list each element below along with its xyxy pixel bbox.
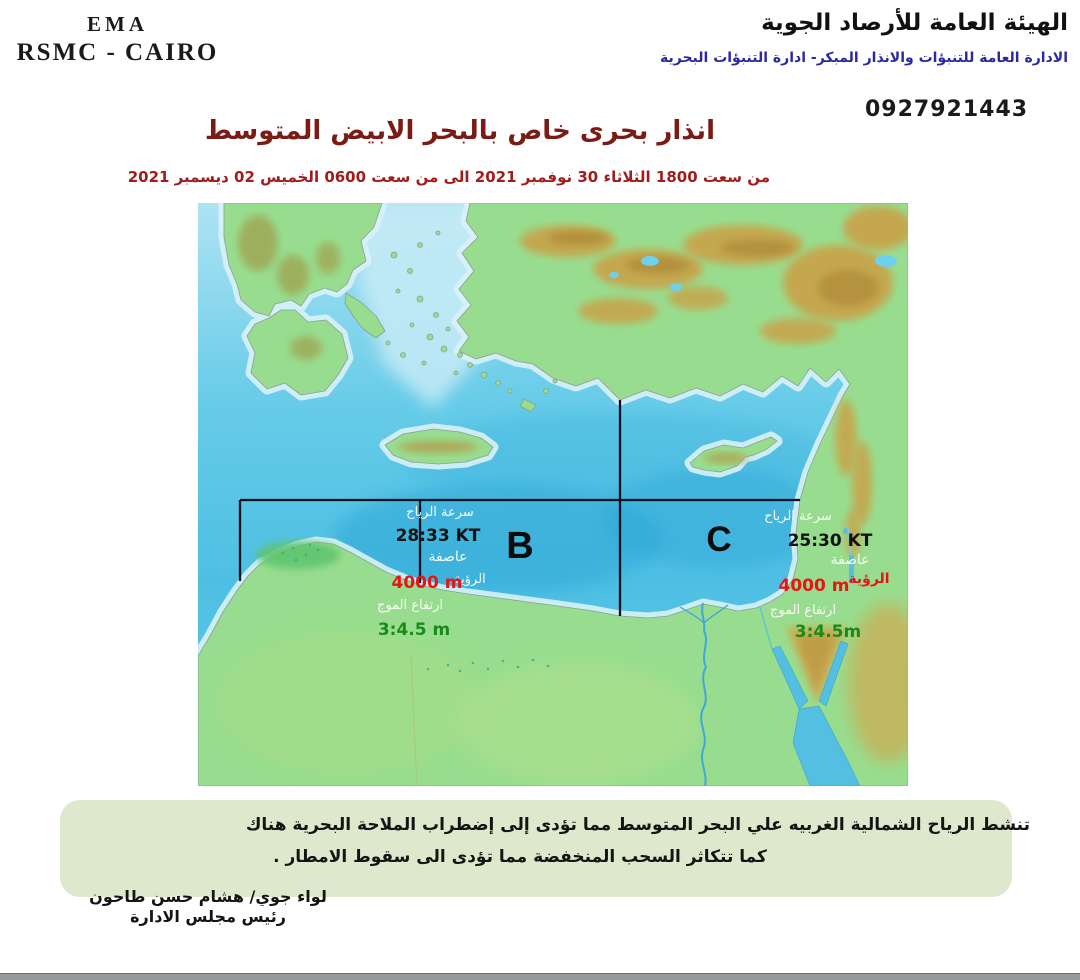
zone-c-wave-value: 3:4.5m xyxy=(794,622,862,642)
org-abbrev: EMA xyxy=(87,12,148,36)
lake xyxy=(641,256,659,266)
letterhead-left xyxy=(10,12,225,67)
zone-b-wind-label: سرعة الرياح xyxy=(406,505,474,520)
mediterranean-map xyxy=(198,203,908,786)
zone-c-wave-label: ارتفاع الموج xyxy=(769,603,837,618)
rsmc-cairo-label: RSMC - CAIRO xyxy=(16,39,219,66)
bulletin-number: 0927921443 xyxy=(865,97,1029,122)
zone-b-wind-value: 28:33 KT xyxy=(395,526,481,546)
bottom-edge-bar xyxy=(0,973,1080,980)
zone-b-wave-label: ارتفاع الموج xyxy=(376,598,444,613)
lake xyxy=(609,272,619,278)
lake xyxy=(670,283,682,291)
map-svg xyxy=(198,203,908,786)
lake xyxy=(875,255,897,267)
zone-c-letter: C xyxy=(706,520,732,559)
signature-name: لواء جوي/ هشام حسن طاحون xyxy=(89,887,327,906)
zone-b-visibility-value: 4000 m xyxy=(391,573,463,593)
zone-c-visibility-value: 4000 m xyxy=(778,576,850,596)
zone-c-wind-label: سرعة الرياح xyxy=(764,509,832,524)
signature-block xyxy=(88,887,328,927)
note-line-2: كما تتكاثر السحب المنخفضة مما تؤدى الى سقوط الامطار . xyxy=(273,847,767,867)
zone-b-wave-value: 3:4.5 m xyxy=(377,620,451,640)
forecast-note-box xyxy=(60,800,1030,897)
zone-b-visibility-label: الرؤية xyxy=(454,572,486,587)
warning-title: انذار بحرى خاص بالبحر الابيض المتوسط xyxy=(204,116,715,146)
zone-b-condition: عاصفة xyxy=(428,549,468,565)
department-name-arabic: الادارة العامة للتنبؤات والانذار المبكر- ادارة التنبؤات البحرية xyxy=(660,50,1068,66)
zone-c-condition: عاصفة xyxy=(830,552,870,568)
note-line-1: تنشط الرياح الشمالية الغربيه علي البحر المتوسط مما تؤدى إلى إضطراب الملاحة البحرية هناك xyxy=(245,815,1030,835)
zone-c-visibility-label: الرؤية xyxy=(848,571,890,587)
zone-c-wind-value: 25:30 KT xyxy=(787,531,873,551)
validity-period: من سعت 1800 الثلاثاء 30 نوفمبر 2021 الى من سعت 0600 الخميس 02 ديسمبر 2021 xyxy=(127,168,770,186)
signature-title: رئيس مجلس الادارة xyxy=(130,907,286,926)
authority-name-arabic: الهيئة العامة للأرصاد الجوية xyxy=(761,10,1068,36)
zone-b-letter: B xyxy=(506,525,534,567)
